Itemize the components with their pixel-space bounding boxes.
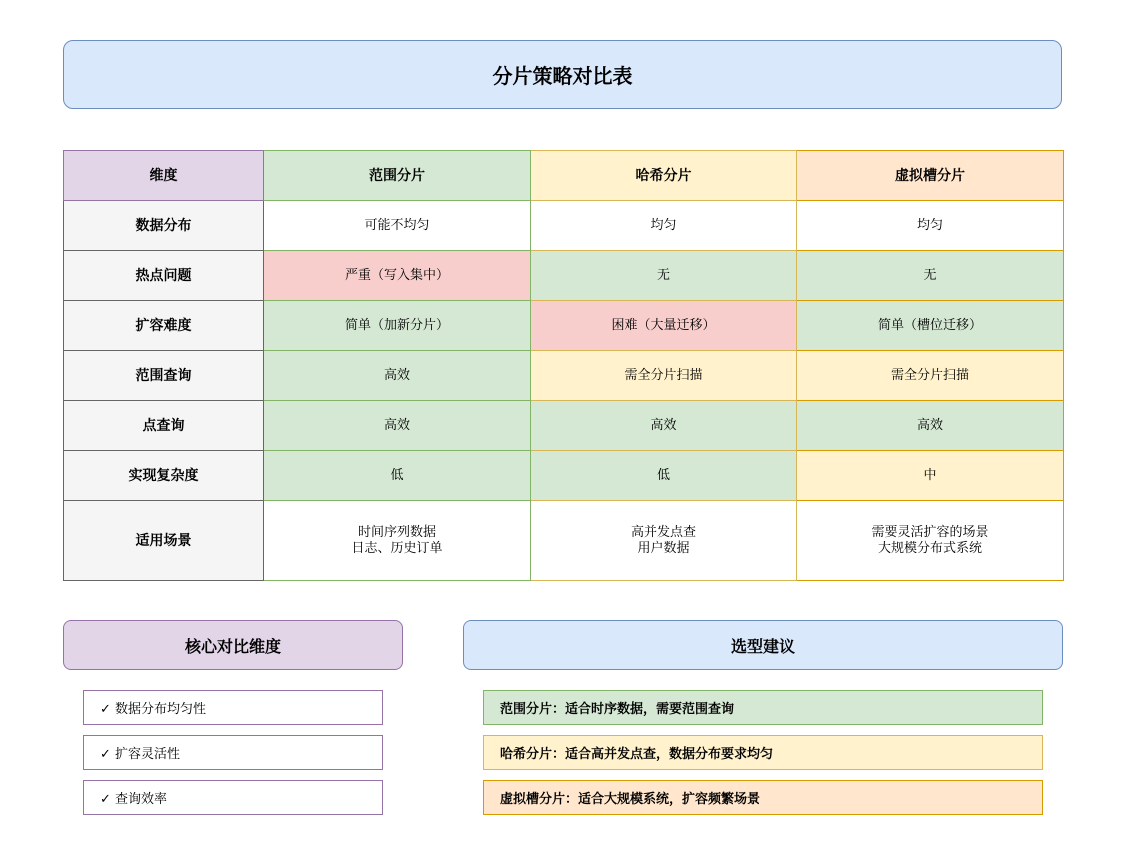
- table-cell: [531, 501, 797, 581]
- table-cell: 均匀: [531, 201, 797, 251]
- table-cell: 困难（大量迁移）: [531, 301, 797, 351]
- table-cell: 严重（写入集中）: [264, 251, 531, 301]
- cell-line: 日志、历史订单: [351, 540, 443, 556]
- header-virtual-slot-sharding: 虚拟槽分片: [797, 151, 1064, 201]
- row-label: 数据分布: [64, 201, 264, 251]
- table-cell: 高效: [264, 351, 531, 401]
- cell-line: 大规模分布式系统: [877, 540, 982, 556]
- core-dimensions-title: 核心对比维度: [63, 620, 403, 670]
- table-row: [64, 451, 1064, 501]
- table-row: [64, 251, 1064, 301]
- core-dimension-item: ✓ 查询效率: [83, 780, 383, 815]
- table-cell: 高效: [797, 401, 1064, 451]
- cell-line: 需要灵活扩容的场景: [871, 524, 989, 540]
- selection-advice-range: 范围分片：适合时序数据，需要范围查询: [483, 690, 1043, 725]
- row-label: 实现复杂度: [64, 451, 264, 501]
- table-cell: 无: [531, 251, 797, 301]
- cell-line: 高并发点查: [630, 524, 696, 540]
- table-cell: 需全分片扫描: [797, 351, 1064, 401]
- cell-line: 用户数据: [637, 540, 690, 556]
- table-cell: 高效: [264, 401, 531, 451]
- table-cell: 简单（槽位迁移）: [797, 301, 1064, 351]
- table-cell: 低: [264, 451, 531, 501]
- table-cell: 中: [797, 451, 1064, 501]
- table-row: [64, 401, 1064, 451]
- comparison-table: [63, 150, 1064, 581]
- table-cell: 无: [797, 251, 1064, 301]
- table-header-row: [64, 151, 1064, 201]
- row-label: 点查询: [64, 401, 264, 451]
- core-dimension-item: ✓ 扩容灵活性: [83, 735, 383, 770]
- row-label: 扩容难度: [64, 301, 264, 351]
- row-label: 适用场景: [64, 501, 264, 581]
- selection-advice-virtual-slot: 虚拟槽分片：适合大规模系统，扩容频繁场景: [483, 780, 1043, 815]
- table-row: [64, 351, 1064, 401]
- selection-advice-hash: 哈希分片：适合高并发点查，数据分布要求均匀: [483, 735, 1043, 770]
- table-cell: 简单（加新分片）: [264, 301, 531, 351]
- header-dimension: 维度: [64, 151, 264, 201]
- table-cell: 可能不均匀: [264, 201, 531, 251]
- core-dimension-item: ✓ 数据分布均匀性: [83, 690, 383, 725]
- table-cell: [797, 501, 1064, 581]
- table-row: [64, 501, 1064, 581]
- table-cell: 均匀: [797, 201, 1064, 251]
- table-row: [64, 301, 1064, 351]
- table-cell: 需全分片扫描: [531, 351, 797, 401]
- table-row: [64, 201, 1064, 251]
- table-cell: 高效: [531, 401, 797, 451]
- selection-advice-title: 选型建议: [463, 620, 1063, 670]
- page-title: 分片策略对比表: [63, 40, 1062, 109]
- header-hash-sharding: 哈希分片: [531, 151, 797, 201]
- header-range-sharding: 范围分片: [264, 151, 531, 201]
- cell-line: 时间序列数据: [357, 524, 436, 540]
- row-label: 热点问题: [64, 251, 264, 301]
- row-label: 范围查询: [64, 351, 264, 401]
- table-cell: [264, 501, 531, 581]
- table-cell: 低: [531, 451, 797, 501]
